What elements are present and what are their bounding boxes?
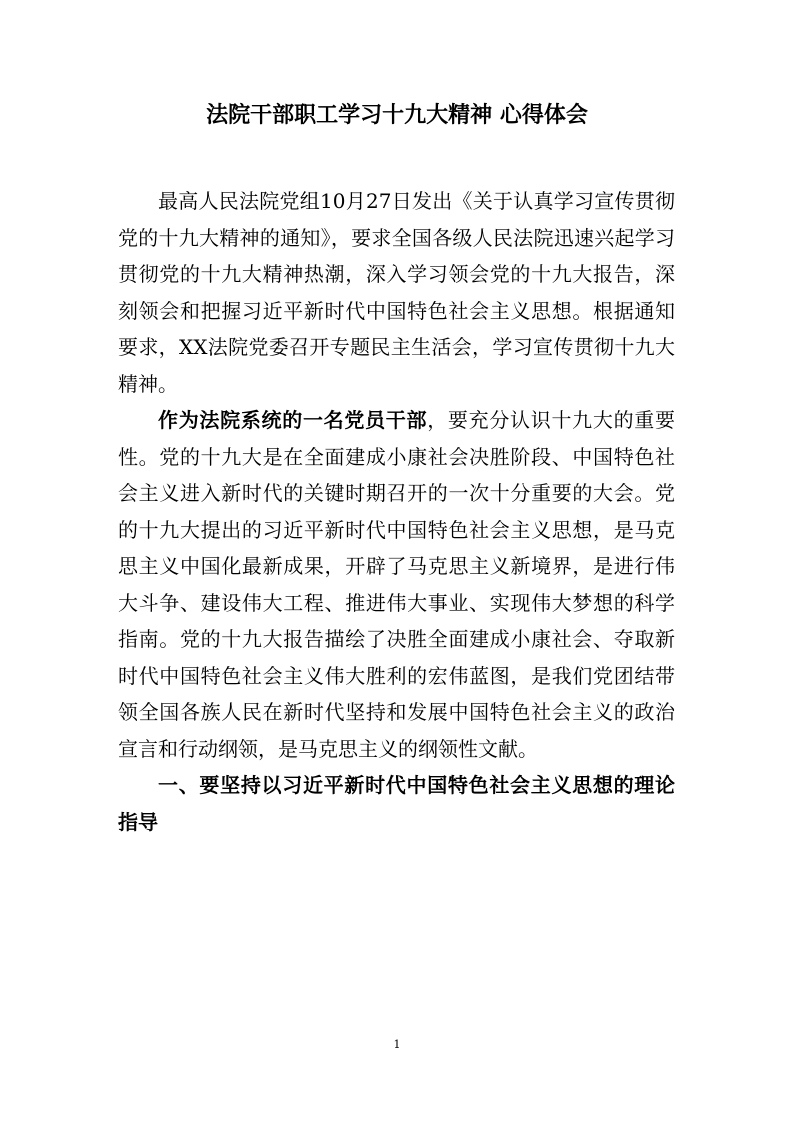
paragraph-intro: 最高人民法院党组10月27日发出《关于认真学习宣传贯彻党的十九大精神的通知》，要求全国各级人民法院迅速兴起学习贯彻党的十九大精神热潮，深入学习领会党的十九大报告，深刻领会和把握习近平新时代中国特色社会主义思想。根据通知要求，XX法院党委召开专题民主生活会，学习宣传贯彻十九大精神。 (118, 189, 675, 396)
paragraph-importance (118, 402, 675, 767)
paragraph-lead-text: 作为法院系统的一名党员干部 (158, 408, 428, 432)
page-number: 1 (393, 1038, 401, 1051)
paragraph-body-text: ，要充分认识十九大的重要性。党的十九大是在全面建成小康社会决胜阶段、中国特色社会主义进入新时代的关键时期召开的一次十分重要的大会。党的十九大提出的习近平新时代中国特色社会主义思想，是马克思主义中国化最新成果，开辟了马克思主义新境界，是进行伟大斗争、建设伟大工程、推进伟大事业、实现伟大梦想的科学指南。党的十九大报告描绘了决胜全面建成小康社会、夺取新时代中国特色社会主义伟大胜利的宏伟蓝图，是我们党团结带领全国各族人民在新时代坚持和发展中国特色社会主义的政治宣言和行动纲领，是马克思主义的纲领性文献。 (118, 408, 676, 761)
document-body (118, 183, 675, 840)
page-title: 法院干部职工学习十九大精神 心得体会 (206, 103, 588, 128)
section-heading-1: 一、要坚持以习近平新时代中国特色社会主义思想的理论指导 (118, 773, 675, 834)
